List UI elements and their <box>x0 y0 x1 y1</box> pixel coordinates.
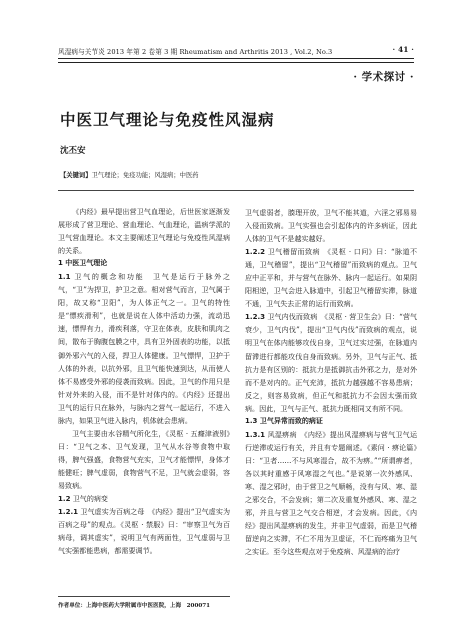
section-heading <box>245 415 417 428</box>
keywords-label: 【关键词】 <box>60 172 92 179</box>
paragraph <box>58 505 230 557</box>
paragraph <box>245 428 417 558</box>
section-tag: · 学术探讨 · <box>353 71 414 83</box>
paragraph <box>58 205 230 257</box>
paragraph-text: 卫气稽留而致病 《灵枢 · 口问》曰：“脉道不通，卫气稽留”，提出“卫气稽留”而致病的观点。卫气应中正平和，并与营气在脉外、脉内一起运行。如果阴阳相逆，卫气会进入脉道中，引起卫气稽留实滞，脉道不通，卫气失去正常的运行而致病。 <box>245 247 417 309</box>
left-column <box>58 205 230 557</box>
paragraph <box>245 206 417 245</box>
section-heading <box>58 257 230 270</box>
paragraph-text: 卫气虚弱者，腠理开放，卫气不能其道，六淫之邪易易入侵而致病。卫气实强也会引起体内的许多病证，因此人体的卫气不是越实越好。 <box>245 208 417 244</box>
paragraph-text: 《内经》最早提出营卫气血理论，后世医家逐渐发展形成了营卫理论、营血理论、气血理论，温病学派的卫气营血理论。本文主要阐述卫气理论与免疫性风湿病的关系。 <box>58 207 230 256</box>
keywords-text: 卫气理论；免疫功能；风湿病；中医药 <box>91 172 199 179</box>
header-rule <box>58 58 414 63</box>
paragraph-text: 卫气的概念和功能 卫气是运行于脉外之气，“卫”为捍卫，护卫之意。相对营气而言，卫气属于阳，故又称“卫阳”，为人体正气之一。卫气的特性是“慓疾滑利”，也就是说在人体中活动力强，流动迅速，慓悍有力，滑疾利落，守卫在体表，皮肤和肌肉之间，散布于胸腹包膜之中，具有卫外固表的功能，以抵御外邪六气的入侵，捍卫人体健康。卫气慓悍，卫护于人体的外表，以抗外邪，且卫气能快速到达，从而使人体不易感受外邪的侵袭而致病。因此，卫气的作用只是针对外来的入侵，而不是针对体内的。《内经》还提出卫气的运行只在脉外，与脉内之营气一起运行，不进入脉内，如果卫气进入脉内，机体就会患病。 <box>58 272 230 425</box>
section-number: 1.1 <box>58 272 71 282</box>
paragraph <box>245 310 417 414</box>
author-name: 沈丕安 <box>60 146 86 156</box>
paragraph <box>58 270 230 427</box>
section-number: 1.2 <box>58 494 71 504</box>
paragraph-text: 卫气内伐而致病 《灵枢 · 营卫生会》曰：“营气衰少，卫气内伐”，提出“卫气内伐”而致病的观点，说明卫气在体内能够攻伐自身，卫气过实过强，在脉道内留滞进行都能攻伐自身而致病。另外，卫气与正气、抵抗力是有区别的：抵抗力是抵御抗击外邪之力，是对外而不是对内的。正气充沛，抵抗力越强越不容易患病；反之，则容易致病，但正气和抵抗力不会因太强而致病。因此，卫气与正气、抵抗力既相同又有所不同。 <box>245 312 417 413</box>
paragraph <box>245 245 417 310</box>
section-number: 1.2.2 <box>245 247 266 257</box>
right-column <box>245 206 417 558</box>
paragraph-text: 1 中医卫气理论 <box>58 259 108 268</box>
article-title: 中医卫气理论与免疫性风湿病 <box>60 111 275 129</box>
keywords-line <box>60 170 199 179</box>
paragraph <box>58 427 230 492</box>
section-number: 1.2.3 <box>245 312 266 322</box>
author-affiliation-footnote: 作者单位：上海中医药大学附属市中医医院，上海 200071 <box>58 603 211 609</box>
paragraph-text: 卫气异常而致的病证 <box>257 416 323 425</box>
page-number: · 41 · <box>392 45 414 54</box>
footnote-rule <box>58 596 230 597</box>
keywords-rule <box>58 190 414 191</box>
section-number: 1.3.1 <box>245 429 266 439</box>
section-heading <box>58 492 230 505</box>
journal-citation: 风湿病与关节炎 2013 年第 2 卷第 3 期 Rheumatism and Arthritis 2013 , Vol.2, No.3 <box>58 48 333 56</box>
paragraph-text: 风湿痹病 《内经》提出风湿痹病与营气卫气运行逆滞或运行有关，并且有专题阐述。《素问 · 痹论篇》曰：“卫者……不与风寒湿合，故不为痹。”“所谓痹者，各以其时重感于风寒湿之气也。”是说第一次外感风、寒、湿之邪时，由于营卫之气顺畅，没有与风、寒、湿之邪交合，不会发病；第二次及重复外感风、寒、湿之邪，并且与营卫之气交合相逆，才会发病。因此，《内经》提出风湿痹病的发生，并非卫气虚弱，而是卫气稽留逆向之实滞，不仁不用为卫虚证，不仁而疼痛为卫气之实证。至今这些观点对于免疫病、风湿病的治疗 <box>245 429 417 557</box>
paragraph-text: 卫气虚实为百病之母 《内经》提出“卫气虚实为百病之母”的观点。《灵枢 · 禁服》曰：“审察卫气为百病母，调其虚实”，说明卫气有两面性，卫气虚弱与卫气实强都能患病，都需要调节。 <box>58 507 230 556</box>
section-number: 1.3 <box>245 416 258 425</box>
paragraph-text: 卫气的病变 <box>70 494 108 504</box>
paragraph-text: 卫气主要由水谷精气所化生，《灵枢 · 五癃津液别》曰：“卫气之本、卫气发现，卫气从水谷等食物中取得，脾气强盛，食物营气充实，卫气才能慓悍，身体才能健旺；脾气虚弱，食物营气不足，卫气就会虚弱，容易致病。 <box>58 428 230 490</box>
running-header <box>58 44 414 58</box>
section-number: 1.2.1 <box>58 507 79 517</box>
